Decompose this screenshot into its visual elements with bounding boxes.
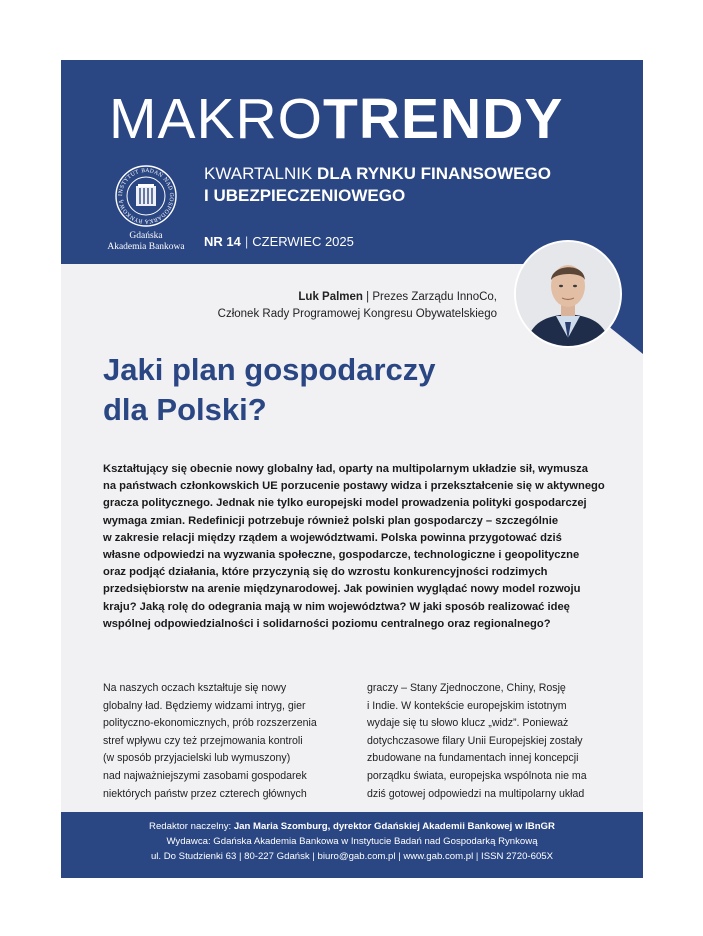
lead-line: w zakresie relacji między rządem a województwami. Polska powinna przygotować dziś [103, 531, 562, 544]
seal-name-line-1: Gdańska [129, 231, 163, 241]
lead-line: na państwach członkowskich UE porzucenie postawy widza i przekształcenie się w aktywnego [103, 480, 605, 493]
masthead-banner [61, 60, 643, 264]
author-role-1: | Prezes Zarządu InnoCo, [362, 291, 497, 303]
body-line: zbudowane na fundamentach innej koncepcji [367, 752, 579, 765]
body-line: dziś gotowej odpowiedzi na multipolarny układ [367, 787, 585, 800]
article-title [103, 350, 523, 430]
lead-line: oraz podjąć działania, które przyczynią się do wzrostu konkurencyjności rodzimych [103, 566, 548, 579]
seal-ring-text: INSTYTUT BADAŃ NAD GOSPODARKĄ RYNKOWĄ [117, 167, 175, 225]
subtitle-bold-2: I UBEZPIECZENIOWEGO [204, 186, 406, 205]
issue-number: NR 14 [204, 234, 241, 249]
article-title-line-1: Jaki plan gospodarczy [103, 352, 436, 387]
issue-date: CZERWIEC 2025 [252, 234, 354, 249]
body-line: porządku świata, europejska wspólnota nie ma [367, 769, 587, 782]
footer-publisher: Wydawca: Gdańska Akademia Bankowa w Instytucie Badań nad Gospodarką Rynkową [166, 836, 538, 847]
body-line: globalny ład. Będziemy widzami intryg, gier [103, 699, 306, 712]
body-line: polityczno-ekonomicznych, prób rozszerzenia [103, 717, 317, 730]
institute-seal [105, 164, 187, 253]
masthead-title-light: MAKRO [109, 87, 324, 151]
seal-name-line-2: Akademia Bankowa [107, 242, 185, 252]
lead-line: Kształtujący się obecnie nowy globalny ład, oparty na multipolarnym układzie sił, wymusza [103, 463, 588, 475]
footer-editor [61, 819, 643, 834]
masthead-subtitle [204, 163, 624, 207]
body-line: wydaje się tu słowo klucz „widz”. Ponieważ [367, 717, 569, 730]
issue-separator: | [244, 234, 249, 249]
body-line: i Indie. W kontekście europejskim istotnym [367, 699, 567, 712]
newsletter-page [61, 60, 643, 878]
issue-info [204, 234, 354, 250]
article-title-line-2: dla Polski? [103, 392, 267, 427]
author-byline [218, 289, 497, 323]
masthead-title-bold: TRENDY [323, 87, 564, 151]
body-line: dotychczasowe filary Unii Europejskiej zostały [367, 734, 583, 747]
lead-line: wymaga zmian. Redefinicji potrzebuje również polski plan gospodarczy – szczególnie [103, 514, 559, 527]
author-role-2: Członek Rady Programowej Kongresu Obywatelskiego [217, 308, 497, 320]
lead-line: przedsiębiorstw na arenie międzynarodowej. Jak powinien wyglądać nowy model rozwoju [103, 583, 581, 596]
body-line: stref wpływu czy też przejmowania kontroli [103, 734, 303, 747]
subtitle-bold-1: DLA RYNKU FINANSOWEGO [317, 164, 551, 183]
body-line: (w sposób przyjacielski lub wymuszony) [103, 752, 291, 765]
lead-line: wspólnej odpowiedzialności i solidarności poziomu centralnego oraz regionalnego? [103, 617, 551, 630]
author-name: Luk Palmen [298, 291, 363, 303]
body-column-left [103, 680, 343, 803]
footer-contact: ul. Do Studzienki 63 | 80-227 Gdańsk | biuro@gab.com.pl | www.gab.com.pl | ISSN 2720-605X [150, 851, 554, 862]
article-lead [103, 461, 603, 633]
footer-editor-name: Jan Maria Szomburg, dyrektor Gdańskiej Akademii Bankowej w IBnGR [233, 821, 555, 832]
body-line: graczy – Stany Zjednoczone, Chiny, Rosję [367, 682, 566, 694]
subtitle-kwartalnik: KWARTALNIK [204, 164, 318, 183]
author-portrait [514, 240, 622, 348]
lead-line: własne odpowiedzi na wyzwania społeczne, gospodarcze, technologiczne i geopolityczne [103, 549, 580, 562]
colophon-footer [61, 812, 643, 878]
masthead-title [109, 85, 563, 153]
body-column-right [367, 680, 607, 803]
body-line: Na naszych oczach kształtuje się nowy [103, 682, 287, 694]
lead-line: gracza politycznego. Jednak nie tylko europejski model prowadzenia polityki gospodarczej [103, 497, 587, 510]
lead-line: kraju? Jaką rolę do odegrania mają w nim województwa? W jaki sposób realizować ideę [103, 600, 570, 613]
footer-editor-label: Redaktor naczelny: [149, 821, 234, 832]
body-line: nad najważniejszymi zasobami gospodarek [103, 769, 307, 782]
institute-seal-icon [114, 164, 178, 228]
body-line: niektórych państw przez czterech głównych [103, 787, 307, 800]
